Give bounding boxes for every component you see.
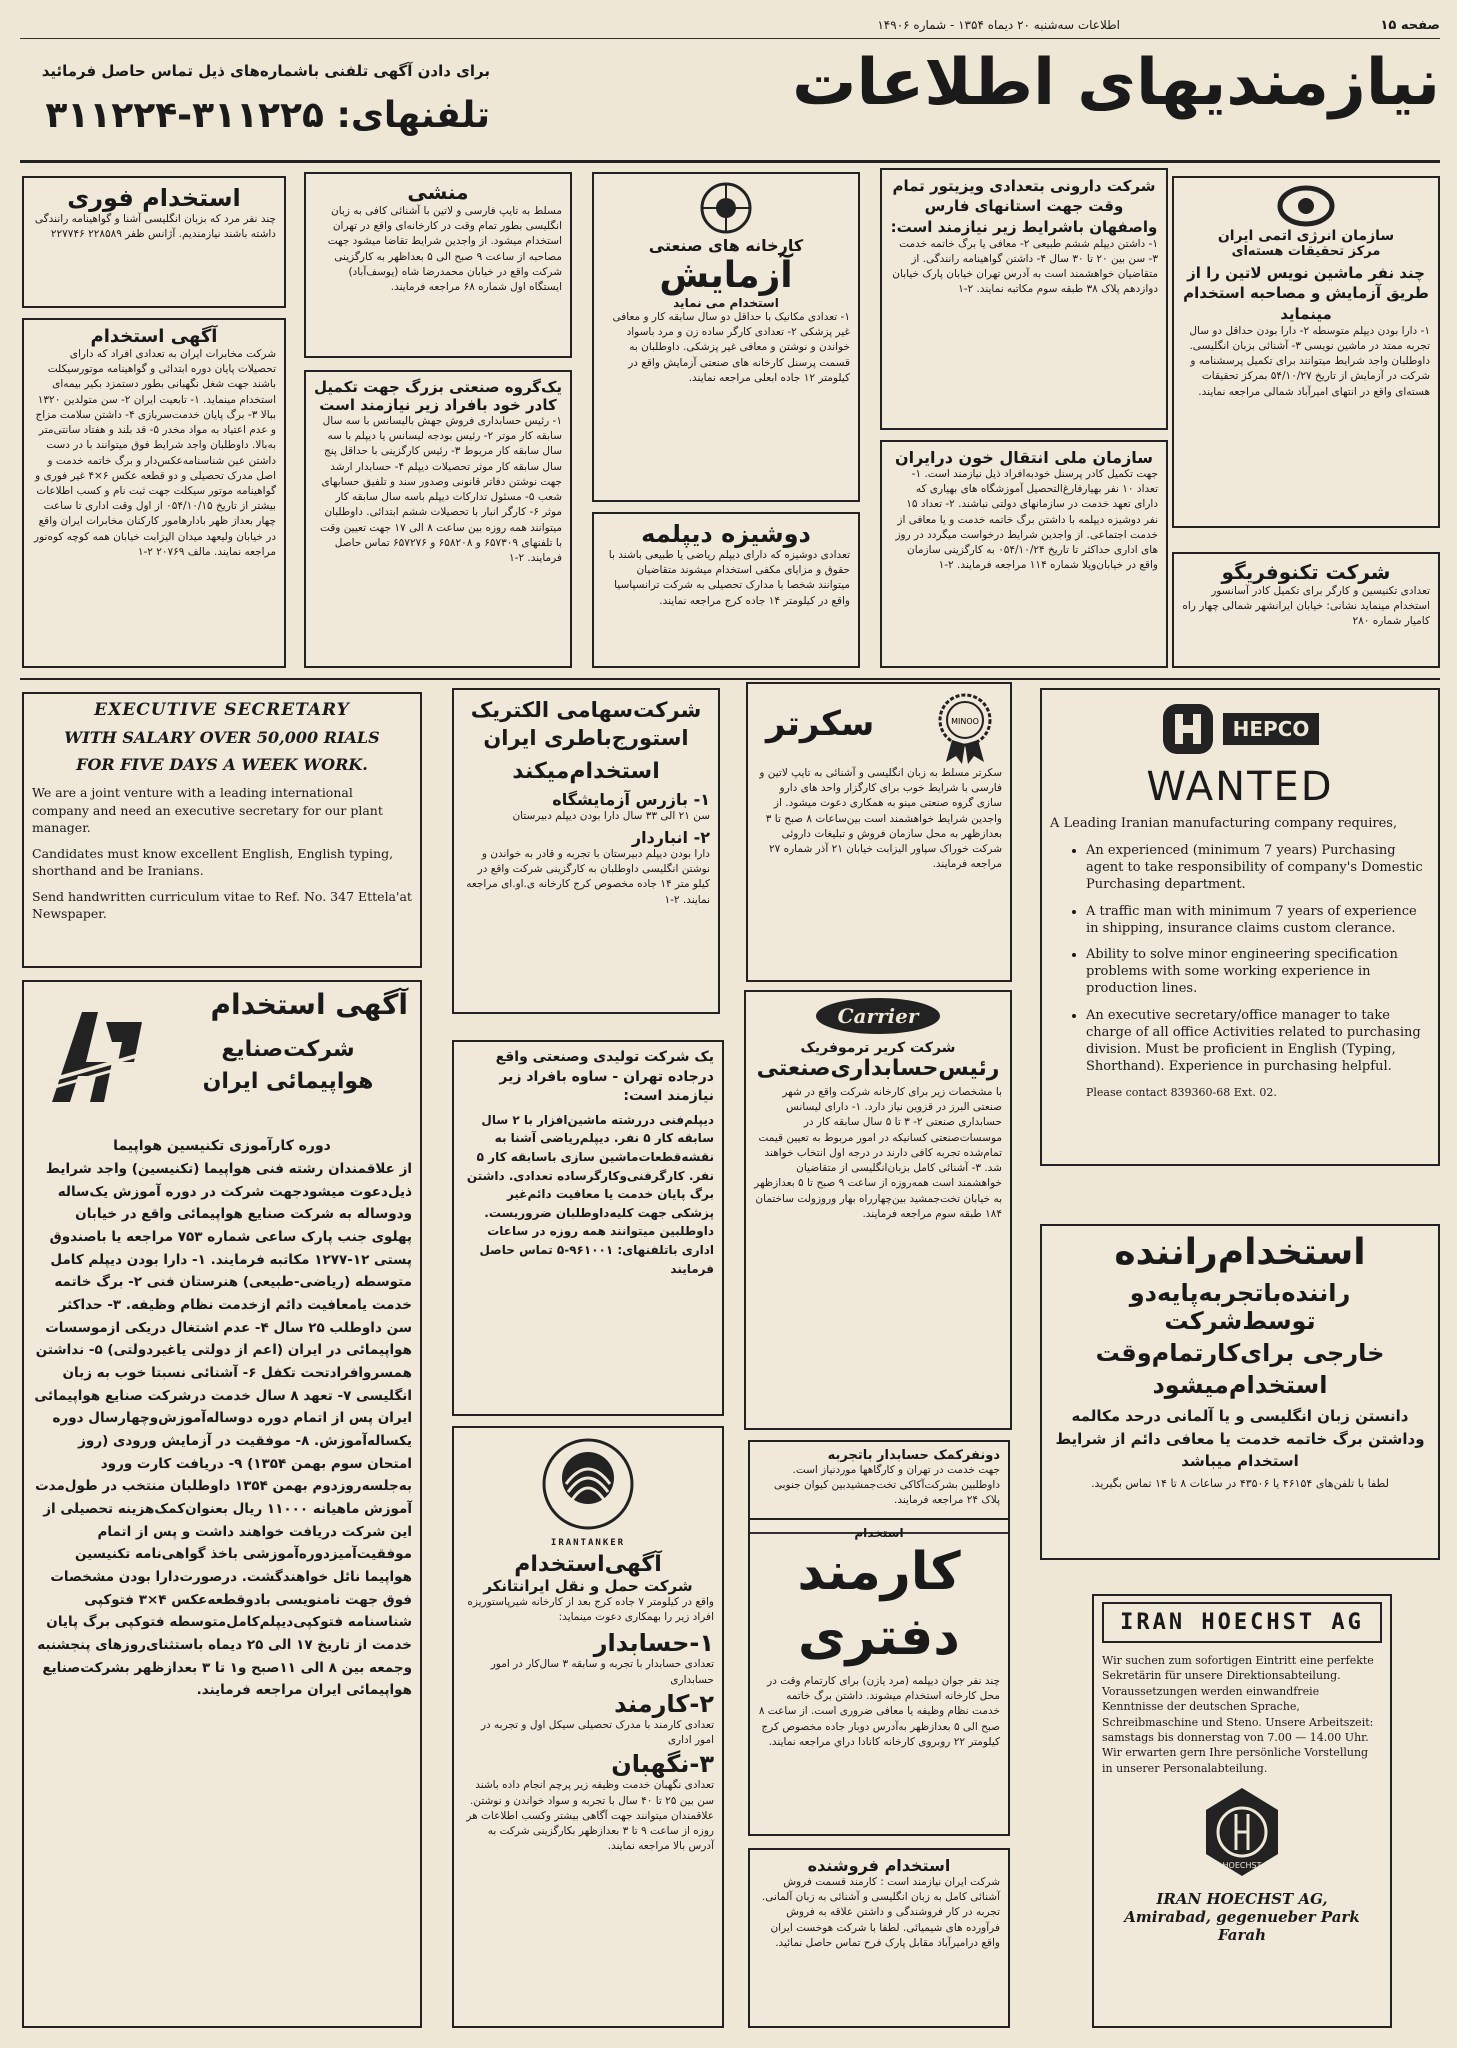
- ad-title: آزمایش: [659, 255, 793, 296]
- ad-batri: [452, 688, 720, 1014]
- ad-iran-hoechst: [1092, 1594, 1392, 2028]
- ad-title: WANTED: [1146, 764, 1334, 810]
- ad-title: آگهی استخدام: [210, 988, 408, 1021]
- ad-body: Wir suchen zum sofortigen Eintritt eine perfekte Sekretärin für unsere Direktionsabteilung. Voraussetzungen werden einwandfreie Kenntnisse der deutschen Sprache, Schreibmaschine und Steno. Unsere Arbeitszeit: samstags bis donnerstag von 7.00 — 14.00 Uhr. Wir erwarten gern Ihre persönliche Vorstellung in unserer Personalabteilung.: [1102, 1654, 1374, 1775]
- item-title: ۲-کارمند: [614, 1689, 714, 1718]
- ad-title-line1: EXECUTIVE SECRETARY: [94, 700, 350, 720]
- ad-line2: خارجی برای‌کار‌تمام‌وقت: [1095, 1339, 1385, 1367]
- ad-body: شرکت مخابرات ایران به تعدادی افراد که دارای تحصیلات پایان دوره ابتدائی و گواهینامه موتورسیکلت باشند جهت شغل نگهبانی بطور دستمزد بکیر بیمه‌ای استخدام مینماید. ۱- تابعیت ایران ۲- سن متولدین ۱۳۲۰ ببالا ۳- برگ پایان خدمت‌سربازی ۴- داشتن سلامت مزاج و عدم اعتیاد به مواد مخدر ۵- قد بلند و هفتاد سانتی‌متر به‌بالا. داوطلبان واجد شرایط فوق میتوانند با در دست داشتن عین شناسنامه‌عکس‌دار و برگ خاتمه خدمت و اصل مدرک تحصیلی و دو قطعه عکس ۶×۴ غیر فوری و گواهینامه موتور سیکلت جهت ثبت نام و کسب اطلاعات بیشتر از تاریخ ۰۵۴/۱۰/۱۵ از اول وقت اداری تا ساعت چهار بعداز ظهر بادارهامور کارکنان مخابرات ایران واقع در خیابان ولیعهد میدان الیزابت خیابان همه کوچه‌ کوه‌نور مراجعه نمایند. مالف ۲۰۷۶۹ ۲-۱: [34, 348, 276, 558]
- item-title: ۱- بازرس آزمایشگاه: [552, 789, 710, 809]
- hepco-logo-icon: [1161, 702, 1215, 756]
- ad-executive-secretary: [22, 692, 422, 968]
- ad-company: شرکت کریر ترموفریک: [800, 1040, 956, 1056]
- ad-azmayesh: [592, 172, 860, 502]
- svg-text:MINOO: MINOO: [951, 717, 979, 726]
- ad-body: ۱- تعدادی مکانیک با حداقل دو سال سابقه کار و معافی غیر پزشکی ۲- تعدادی کارگر ساده زن و مرد باسواد خواندن و نوشتن و معافی غیر پزشکی. داوطلبان به قسمت پرسنل کارخانه های صنعتی آزمایش واقع در کیلومتر ۱۲ جاده ابعلی مراجعه نمایند.: [612, 311, 850, 384]
- ad-energy-atomic: [1172, 176, 1440, 528]
- ad-enteghal-khun: [880, 440, 1168, 668]
- ad-title: شرکت‌سهامی الکتریک استورج‌باطری ایران: [470, 698, 702, 751]
- ad-title: استخدام‌راننده: [1114, 1232, 1366, 1273]
- item-title: ۱-حسابدار: [593, 1629, 714, 1658]
- ad-ranande: [1040, 1224, 1440, 1560]
- ad-irantanker: [452, 1426, 724, 2028]
- masthead-title: نیازمندیهای اطلاعات: [792, 46, 1440, 120]
- ad-title: یک‌گروه صنعتی بزرگ جهت تکمیل کادر خود بافراد زیر نیازمند است: [314, 378, 562, 414]
- ad-dushize: [592, 512, 860, 668]
- ad-title: دوشیزه دیپلمه: [641, 520, 811, 548]
- row-divider: [20, 678, 1440, 680]
- ad-para2: Candidates must know excellent English, English typing, shorthand and be Iranians.: [32, 845, 394, 878]
- ad-title: آگهی‌استخدام: [514, 1552, 662, 1577]
- ad-title: IRAN HOECHST AG: [1102, 1602, 1382, 1643]
- ad-intro: A Leading Iranian manufacturing company requires,: [1050, 816, 1398, 831]
- ad-para3: Send handwritten curriculum vitae to Ref. No. 347 Ettela'at Newspaper.: [32, 888, 412, 921]
- item-body: تعدادی نگهبان خدمت وظیفه زیر پرچم انجام داده باشند سن بین ۲۵ تا ۴۰ سال با تجربه و سواد خواندن و نوشتن. علاقمندان میتوانند جهت آگاهی بیشتر وکسب اطلاعات هر روزه از ساعت ۹ تا ۳ بعدازظهر بکارگزینی شرکت به آدرس بالا مراجعه نمایند.: [466, 1779, 714, 1853]
- ad-body: دانستن زبان انگلیسی و یا آلمانی درحد مکالمه وداشتن برگ خاتمه خدمت یا معافی دائم از شرایط استخدام میباشد: [1055, 1407, 1425, 1470]
- aircraft-industries-logo-icon: [42, 1002, 152, 1122]
- header-bottom-rule: [20, 160, 1440, 163]
- ad-contact: لطفا با تلفن‌های ۴۶۱۵۴ یا ۴۳۵۰۶ در ساعات ۸ تا ۱۴ تماس بگیرید.: [1091, 1476, 1389, 1490]
- item-body: تعدادی حسابدار با تجربه و سابقه ۳ سال‌کار در امور حسابداری: [490, 1658, 714, 1686]
- ad-mokhaberat: [22, 318, 286, 668]
- ad-goroh-sanati: [304, 370, 572, 668]
- irantanker-logo-icon: [538, 1434, 638, 1534]
- hoechst-logo-icon: [1194, 1784, 1290, 1880]
- ad-line1: راننده‌باتجربه‌پایه‌دو توسط‌شرکت: [1129, 1279, 1351, 1335]
- ad-body: سکرتر مسلط به زبان انگلیسی و آشنائی به تایپ لاتین و فارسی با شرایط خوب برای کارگزار واحد های دارو سازی گروه صنعتی مینو به همکاری دعوت میشود. از واجدین شرایط خواهشمند است بین‌ساعات ۸ صبح تا ۳ بعدازظهر به محل سازمان فروش و تبلیغات داروئی شرکت خوراک سپاور الیزابت خیابان ۲۱ آذر شماره ۲۷ مراجعه فرمایند.: [759, 767, 1002, 871]
- requirements-list: [1050, 843, 1430, 1076]
- ad-title: آگهی استخدام: [90, 326, 218, 347]
- header-rule: [20, 38, 1440, 39]
- ad-towlidi: [452, 1040, 724, 1416]
- ad-body: تعدادی تکنیسین و کارگر برای تکمیل کادر آسانسور استخدام مینماید نشانی: خیابان ایرانشهر شمالی چهار راه کامیار شماره ۲۸۰: [1182, 585, 1430, 628]
- ad-daruee: [880, 168, 1168, 430]
- phone-intro: برای دادن آگهی تلفنی باشماره‌های ذیل تماس حاصل فرمائید: [41, 62, 490, 80]
- ad-sekretar: [746, 682, 1012, 982]
- ad-title: دونفرکمک حسابدار باتجربه: [827, 1448, 1000, 1463]
- ad-body: با مشخصات زیر برای کارخانه شرکت واقع در شهر صنعتی البرز در قزوین نیاز دارد. ۱- دارای لیسانس حسابداری صنعتی ۲- ۳ تا ۵ سال سابقه کار در موسسات‌صنعتی کسانیکه در امور مربوط به تعیین قیمت تمام‌شده تجربه کافی دارند در درجه اول انتخاب خواهند شد. ۳- آشنائی کامل بزبان‌انگلیسی از متقاضیان خواهشمند است همه‌روزه از ساعت ۹ صبح تا ۵ بعدازظهر به خیابان تخت‌جمشید بین‌چهارراه بهار وروزولت ساختمان ۱۸۴ طبقه سوم مراجعه فرمایند.: [754, 1086, 1002, 1220]
- ad-body: جهت خدمت در تهران و کارگاهها موردنیاز است. داوطلبین بشرکت‌آکاکی تخت‌جمشید‌بین کیوان جنوبی پلاک ۲۴ مراجعه فرمایند.: [773, 1464, 1000, 1507]
- carrier-logo: Carrier: [816, 998, 941, 1034]
- item-body: سن ۲۱ الی ۳۳ سال دارا بودن دیپلم دبیرستان: [512, 809, 710, 822]
- ad-title: شرکت تکنوفریگو: [1221, 560, 1391, 584]
- item-title: ۳-نگهبان: [611, 1750, 714, 1779]
- minoo-seal-icon: [934, 692, 996, 764]
- org-sub: مرکز تحقیقات هسته‌ای: [1231, 244, 1381, 259]
- ad-body: ۱- رئیس حسابداری فروش جهش بالیسانس با سه سال سابقه کار موتر ۲- رئیس بودجه لیسانس یا دیپلم با سه سال سابقه کار مربوط ۳- رئیس کارگزینی با حداقل پنج سال سابقه کار موثر تحصیلات دیپلم ۴- حسابدار ارشد جهت نوشتن دفاتر قانونی وصدور سند و تلفیق حسابهای شعب ۵- مسئول تدارکات دیپلم باسه سال سابقه کار موثر ۶- کارگر انبار با تحصیلات ششم ابتدائی. داوطلبان میتوانند همه روزه بین ساعت ۸ الی ۱۷ جهت تعیین وقت با تلفنهای ۶۵۷۳۰۹ و ۶۵۸۲۰۸ و ۶۵۷۲۷۶ تماس حاصل فرمایند. ۲-۱: [319, 415, 562, 564]
- ad-body: مسلط به تایپ فارسی و لاتین با آشنائی کافی به زبان انگلیسی بطور تمام وقت در کارخانه‌ای واقع در تهران استخدام میشود. از واجدین شرایط تقاضا میشود جهت مصاحبه از ساعت ۹ صبح الی ۵ بعداظهر به کارگزینی شرکت واقع در خیابان محمدرضا شاه (یوسف‌آباد) ایستگاه اول شماره ۶۸ مراجعه فرمایند.: [327, 205, 562, 294]
- ad-title: سکرتر: [766, 704, 875, 744]
- ad-title: چند نفر ماشین نویس لاتین را از طریق آزمایش و مصاحبه استخدام مینماید: [1183, 264, 1429, 323]
- ad-body: جهت تکمیل کادر پرسنل خودبه‌افراد ذیل نیازمند است. ۱- تعداد ۱۰ نفر بهیارفارغ‌التحصیل آموزشگاه های بهیاری که دارای تعهد خدمت در سازمانهای دولتی نباشند. ۲- تعداد ۱۵ نفر دوشیزه دیپلمه با داشتن برگ خاتمه خدمت و یا معافی از خدمت اجتماعی. از واجدین شرایط درخواست میگردد در روز های اداری حداکثر تا تاریخ ۰۵۴/۱۰/۲۴ به کارگزینی سازمان واقع در خیابان‌ویلا شماره ۱۱۴ مراجعه فرمایند. ۲-۱: [895, 468, 1158, 572]
- ad-body: از علاقمندان رشته فنی هواپیما (تکنیسین) واجد شرایط ذیل‌دعوت میشود‌جهت شرکت در دوره آموزش یک‌ساله ودوساله به شرکت صنایع هواپیمائی واقع در خیابان پهلوی جنب پارک ساعی شماره ۷۵۳ مراجعه یا باصندوق پستی ۱۲-۱۲۷۷ مکاتبه فرمایند. ۱- دارا بودن دیپلم کامل متوسطه (ریاضی-طبیعی) هنرستان فنی ۲- برگ خاتمه خدمت یامعافیت دائم ازخدمت نظام وظیفه. ۳- حداکثر سن داوطلب ۲۵ سال ۴- عدم اشتغال دریکی ازموسسات هواپیمائی در ایران (اعم از دولتی یاغیردولتی) ۵- نداشتن همسروافرادتحت تکفل ۶- آشنائی نسبتا خوب به زبان انگلیسی ۷- تعهد ۸ سال خدمت درشرکت صنایع هواپیمائی ایران پس از اتمام دوره دوساله‌آموزش‌وچهارسال دوره یکساله‌آموزش. ۸- موفقیت در آزمایش ورودی (روز امتحان سوم بهمن ۱۳۵۴) ۹- دریافت کارت ورود به‌جلسه‌روزدوم بهمن ۱۳۵۴ داوطلبان منتخب در طول‌مدت آموزش ماهیانه ۱۱۰۰۰ ریال بعنوان‌کمک‌هزینه تحصیلی از این شرکت دریافت خواهند داشت و پس از اتمام موفقیت‌آمیزدوره‌آموزشی باخذ گواهی‌نامه تکنیسین هواپیما نائل خواهندگشت. درصورت‌دارا بودن مشخصات فوق جهت نامنویسی بادوقطعه‌عکس ۴×۳ فتوکپی شناسنامه فتوکپی‌دیپلم‌کامل‌متوسطه فتوکپی برگ پایان خدمت از تاریخ ۱۷ الی ۲۵ دیماه باستثنای‌روزهای پنجشنبه وجمعه بین ۸ الی ۱۱صبح و۱ تا ۳ بعدازظهر بشرکت‌صنایع هواپیمائی ایران مراجعه فرمایند.: [34, 1161, 412, 1699]
- item-title: ۲- انباردار: [631, 827, 710, 847]
- ad-tecnofrigo: [1172, 552, 1440, 668]
- ad-label: استخدام: [854, 1526, 904, 1540]
- ad-subtitle: کارخانه های صنعتی: [648, 236, 804, 255]
- ad-para1: We are a joint venture with a leading international company and need an executive secretary for our plant manager.: [32, 785, 383, 835]
- ad-title: استخدام فروشنده: [807, 1856, 951, 1875]
- azmayesh-logo-icon: [698, 180, 754, 236]
- page-number: صفحه ۱۵: [1380, 18, 1440, 33]
- ad-footer1: IRAN HOECHST AG,: [1156, 1890, 1328, 1909]
- logo-wordmark: IRANTANKER: [550, 1538, 626, 1548]
- ad-body: ۱- داشتن دیپلم ششم طبیعی ۲- معافی یا برگ خاتمه خدمت ۳- سن بین ۲۰ تا ۳۰ سال ۴- داشتن گواهینامه رانندگی. از متقاضیان خواهشمند است به آدرس تهران خیابان پارک خیابان دوازدهم پلاک ۳۸ طبقه سوم مکاتبه نمایند. ۲-۱: [892, 237, 1158, 296]
- ad-title-line2: WITH SALARY OVER 50,000 RIALS: [64, 728, 380, 747]
- ad-body: ۱- دارا بودن دیپلم متوسطه ۲- دارا بودن حداقل دو سال تجربه ممتد در ماشین نویسی ۳- آشنائی بزبان انگلیسی. داوطلبان واجد شرایط میتوانند برای تکمیل پرسشنامه و شرکت در آزمایش از تاریخ ۵۴/۱۰/۲۷ بمرکز تحقیقات هسته‌ای واقع در انتهای امیرآباد شمالی مراجعه نمایند.: [1189, 324, 1430, 398]
- org-name: سازمان انرژی اتمی ایران: [1217, 228, 1395, 244]
- ad-estekhdam-fori: [22, 176, 286, 308]
- ad-body: تعدادی دوشیزه که دارای دیپلم ریاضی یا طبیعی باشند با حقوق و مزایای مکفی استخدام میشوند متقاضیان میتوانند شخصا با مدارک تحصیلی به شرکت ترانسپاسیا واقع در کیلومتر ۱۴ جاده کرج مراجعه نمایند.: [608, 549, 850, 607]
- hoechst-logo-wordmark: HOECHST: [1222, 1861, 1262, 1871]
- requirement-item: • An experienced (minimum 7 years) Purchasing agent to take responsibility of company's Domestic Purchasing department.: [1086, 843, 1430, 894]
- requirement-item: • An executive secretary/office manager to take charge of all office Activities related to purchasing division. Must be proficient in English (Typing, Shorthand). Experience in purchasing helpful.: [1086, 1008, 1430, 1076]
- requirement-item: • A traffic man with minimum 7 years of experience in shipping, insurance claims custom clerance.: [1086, 904, 1430, 938]
- atom-logo-icon: [1276, 184, 1336, 228]
- ad-havapeymaee: [22, 980, 422, 2028]
- ad-body: چند نفر جوان دیپلمه (مرد یازن) برای کارتمام وقت در محل کارخانه استخدام میشوند. داشتن برگ خاتمه خدمت نظام وظیفه یا معافی ضروری است. از ساعت ۸ صبح الی ۵ بعدازظهر به‌آدرس دوبار جاده مخصوص کرج کیلومتر ۲۲ روبروی کارخانه کانادا دراي مراجعه نمایند.: [758, 1675, 1000, 1748]
- ad-title: رئیس‌حسابداری‌صنعتی: [756, 1056, 1000, 1081]
- phone-numbers: تلفنهای: ۳۱۱۲۲۵-۳۱۱۲۲۴: [45, 95, 490, 136]
- requirement-item: • Ability to solve minor engineering specification problems with some working experience in production lines.: [1086, 947, 1430, 998]
- ad-company: شرکت‌صنایع هواپیمائی ایران: [202, 1037, 374, 1094]
- item-body: دارا بودن دیپلم دبیرستان با تجربه و قادر به خواندن و نوشتن انگلیسی داوطلبان به کارگزینی شرکت واقع در کیلو متر ۱۴ جاده مخصوص کرج کارخانه ی.او.ای مراجعه نمایند. ۲-۱: [466, 847, 710, 906]
- ad-footer2: Amirabad, gegenueber Park Farah: [1124, 1908, 1360, 1945]
- ad-line3: استخدام‌میشود: [1152, 1371, 1328, 1399]
- ad-title: سازمان ملی انتقال خون درایران: [894, 448, 1154, 467]
- ad-carrier: [744, 990, 1012, 1430]
- ad-title: شرکت دارونی بتعدادی ویزیتور تمام وقت جهت استانهای فارس واصفهان باشرایط زیر نیازمند است:: [890, 177, 1158, 236]
- ad-intro: استخدام می نماید: [673, 296, 779, 310]
- ad-hepco: [1040, 688, 1440, 1166]
- ad-subtitle: استخدام‌میکند: [512, 758, 660, 784]
- ad-body: شرکت ایران نیازمند است : کارمند قسمت فروش آشنائی کامل به زبان انگلیسی و آشنائی به زبان آلمانی. تجربه در کار فروشندگی و داشتن علاقه به فروش فرآورده های شیمیائی. لطفا با شرکت هوخست ایران واقع درامیرآباد مقابل پارک فرح تماس حاصل نمائید.: [761, 1876, 1000, 1949]
- hepco-wordmark: HEPCO: [1223, 713, 1320, 745]
- ad-body: دیپلم‌فنی دررشته ماشین‌افزار با ۲ سال سابقه کار ۵ نفر. دیپلم‌ریاضی آشنا به نقشه‌قطعات‌ماشین سازی باسابقه کار ۵ نفر. کارگرفنی‌وکارگرساده تعدادی. داشتن برگ پایان خدمت یا معافیت دائم‌غیر پزشکی جهت کلیه‌داوطلبان ضروریست. داوطلبین میتوانند همه روزه در ساعات اداری باتلفنهای: ۹۶۱۰۰۱-۵ تماس حاصل فرمایند: [466, 1112, 714, 1276]
- ad-monshi: [304, 172, 572, 358]
- item-body: تعدادی کارمند با مدرک تحصیلی سیکل اول و تجربه در امور اداری: [480, 1718, 714, 1747]
- ad-title: استخدام فوری: [67, 184, 241, 212]
- ad-company: شرکت حمل و نقل ایرانتانکر: [483, 1577, 693, 1595]
- ad-title: یک شرکت تولیدی وصنعتی واقع درجاده تهران - ساوه بافراد زیر نیازمند است:: [495, 1049, 714, 1105]
- ad-karmand-daftari: [748, 1518, 1010, 1836]
- issue-line: اطلاعات سه‌شنبه ۲۰ دیماه ۱۳۵۴ - شماره ۱۴۹۰۶: [877, 18, 1120, 32]
- ad-title-line3: FOR FIVE DAYS A WEEK WORK.: [76, 755, 368, 774]
- ad-intro: واقع در کیلومتر ۷ جاده کرج بعد از کارخانه شیرپاستوریزه افراد زیر را بهمکاری دعوت مینماید:: [467, 1596, 714, 1624]
- ad-sub: دوره کارآموزی تکنیسین هواپیما: [113, 1138, 331, 1154]
- ad-body: چند نفر مرد که بزبان انگلیسی آشنا و گواهینامه رانندگی داشته باشند نیازمندیم. آژانس ظفر ۲۲۸۵۸۹ ۲۲۷۷۴۶: [34, 213, 276, 241]
- ad-title: منشی: [407, 180, 469, 204]
- ad-contact: Please contact 839360-68 Ext. 02.: [1086, 1085, 1277, 1099]
- ad-forushande: [748, 1848, 1010, 2028]
- ad-title: کارمند دفتری: [797, 1542, 961, 1667]
